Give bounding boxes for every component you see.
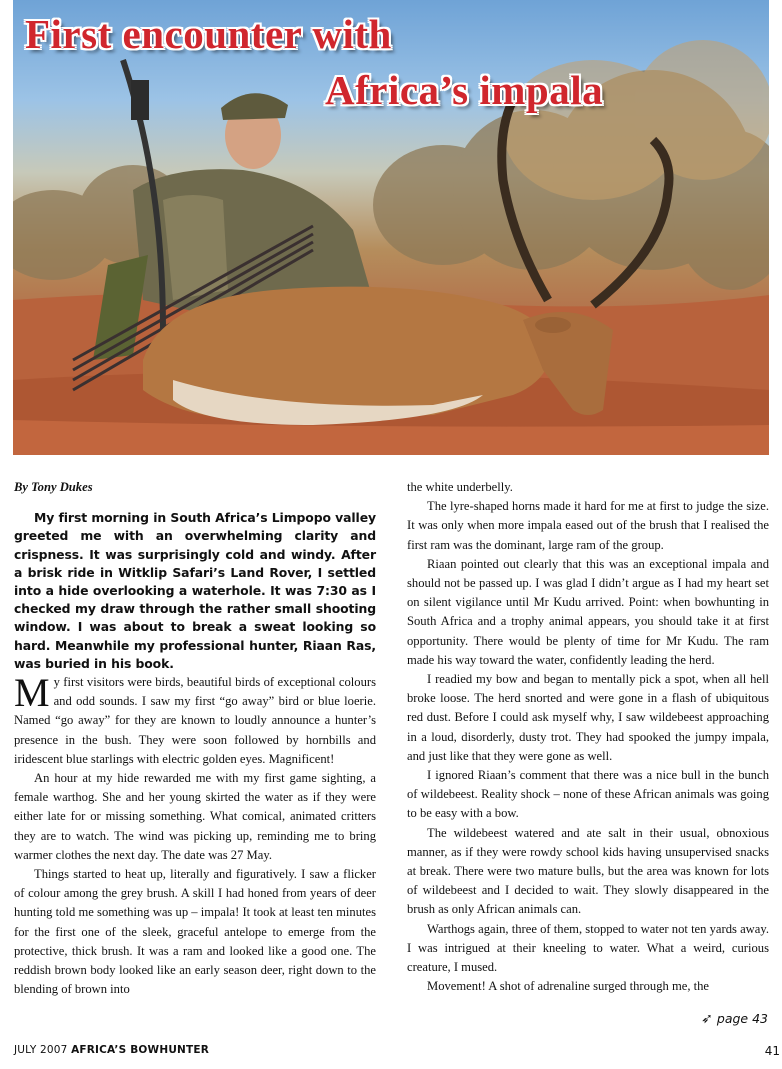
hunter-arrow-icon: ➶ [701, 1011, 713, 1027]
body-paragraph-10: Movement! A shot of adrenaline surged through me, the [427, 979, 710, 994]
dropcap: M [14, 670, 50, 716]
page-number: 41 [764, 1044, 780, 1058]
page-footer [14, 1044, 209, 1056]
body-paragraph-5: Riaan pointed out clearly that this was an exceptional impala and should not be passed up. I was glad I didn’t argue as I had my heart set on silent vigilance until Mr Kudu arrived. Point: when bowhunting in South Africa and a trophy animal appears, you should take it at first opportunity. There would be plenty of time for Mr Kudu. The ram made his way toward the water, confidently leading the herd. [407, 556, 769, 667]
continued-label: page 43 [716, 1011, 768, 1026]
body-paragraph-7: I ignored Riaan’s comment that there was a nice bull in the bunch of wildebeest. Reality shock – none of these African animals was going to be easy with a bow. [407, 768, 769, 821]
body-paragraph-8: The wildebeest watered and ate salt in their usual, obnoxious manner, as if they were rowdy school kids having unsupervised snacks at break. There were two mature bulls, but the area was known for lots of wildebeest and I decided to wait. They slowly disappeared in the brush as only African animals can. [407, 825, 769, 917]
footer-magazine: AFRICA’S BOWHUNTER [71, 1044, 210, 1056]
body-paragraph-6: I readied my bow and began to mentally pick a spot, when all hell broke loose. The herd snorted and were gone in a flash of ubiquitous red dust. Before I could ask myself why, I saw wildebeest approaching in a loud, disorderly, dusty trot. They had spooked the jumpy impala, and just like that they were gone as well. [407, 672, 769, 763]
continued-link[interactable] [701, 1011, 768, 1027]
headline-line-2: Africa’s impala [325, 67, 604, 113]
body-paragraph-3: Things started to heat up, literally and figuratively. I saw a flicker of colour among the grey brush. A skill I had honed from years of deer hunting told me something was up – impala! It took at least ten minutes for the first one of the sleek, graceful antelope to emerge from the protective, thick brush. It was a ram and looked like a good one. The reddish brown body looked like an early season deer, right down to the blending of brown into [14, 867, 376, 997]
body-paragraph-9: Warthogs again, three of them, stopped to water not ten yards away. I was intrigued at their kneeling to water. What a weird, curious creature, I mused. [407, 921, 769, 975]
body-paragraph-1-text: y first visitors were birds, beautiful birds of exceptional colours and odd sounds. I saw my first “go away” bird or blue loerie. Named “go away” for they are known to loudly announce a hunter’s presence in the bush. They were soon followed by hornbills and iridescent blue starlings with electric golden eyes. Magnificent! [14, 675, 376, 766]
body-paragraph-continued: the white underbelly. [407, 480, 513, 494]
body-paragraph-4: The lyre-shaped horns made it hard for me at first to judge the size. It was only when more impala eased out of the brush that I realised the first ram was the dominant, large ram of the group. [407, 499, 769, 552]
article-column-right [407, 478, 769, 996]
intro-paragraph: My first morning in South Africa’s Limpopo valley greeted me with an overwhelming clarity and crispness. It was surprisingly cold and windy. After a brisk ride in Witklip Safari’s Land Rover, I settled into a hide overlooking a waterhole. It was 7:30 as I checked my draw through the rather small shooting window. I was about to break a sweat looking so hard. Meanwhile my professional hunter, Riaan Ras, was buried in his book. [14, 510, 376, 671]
footer-date: JULY 2007 [14, 1044, 68, 1056]
byline: By Tony Dukes [14, 480, 93, 494]
article-column-left [14, 478, 376, 999]
body-paragraph-2: An hour at my hide rewarded me with my first game sighting, a female warthog. She and her young skirted the water as if they were either late for or missing something. What comical, animated critters they are to watch. The wind was picking up, reminding me to bring warmer clothes the next day. The date was 27 May. [14, 771, 376, 862]
body-paragraph-1 [14, 670, 376, 769]
headline-line-1: First encounter with [25, 11, 392, 57]
hero-photo [13, 0, 769, 455]
